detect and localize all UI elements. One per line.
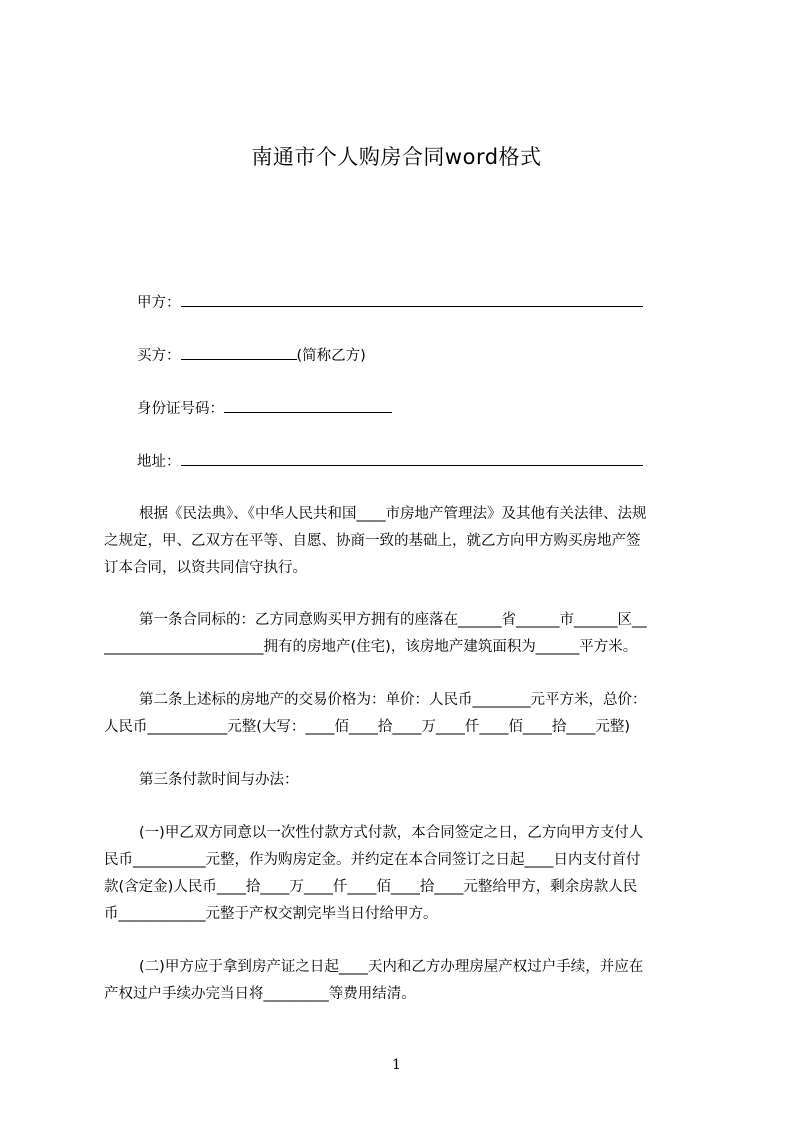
party-a-label: 甲方：: [137, 295, 181, 311]
buyer-field: [137, 345, 366, 367]
party-a-field: [137, 292, 643, 314]
article-1-paragraph: [104, 607, 704, 661]
document-title: 南通市个人购房合同word格式: [251, 145, 542, 169]
article-1-line-2: ______________________拥有的房地产(住宅)，该房地产建筑面积为______平方米。: [104, 639, 638, 655]
buyer-label: 买方：: [137, 348, 181, 364]
article-3-item-1-line-2: 民币__________元整，作为购房定金。并约定在本合同签订之日起____日内支付首付: [104, 852, 641, 868]
page-number: 1: [392, 1057, 401, 1073]
buyer-blank: [181, 345, 297, 360]
article-3-item-1-line-1: (一)甲乙双方同意以一次性付款方式付款，本合同签定之日，乙方向甲方支付人: [139, 825, 644, 841]
preamble-paragraph: [104, 501, 704, 582]
id-number-field: [137, 398, 392, 420]
address-blank: [181, 451, 643, 466]
preamble-line-1: 根据《民法典》、《中华人民共和国____市房地产管理法》及其他有关法律、法规: [139, 506, 647, 522]
article-3-item-2-line-1: (二)甲方应于拿到房产证之日起____天内和乙方办理房屋产权过户手续，并应在: [139, 959, 644, 975]
id-number-label: 身份证号码：: [137, 401, 224, 417]
preamble-line-2: 之规定，甲、乙双方在平等、自愿、协商一致的基础上，就乙方向甲方购买房地产签: [104, 533, 641, 549]
address-field: [137, 451, 643, 473]
buyer-suffix: (简称乙方): [296, 348, 366, 364]
article-3-item-2-line-2: 产权过户手续办完当日将_________等费用结清。: [104, 986, 416, 1002]
article-3-heading-text: 第三条付款时间与办法：: [139, 772, 299, 788]
article-1-line-1: 第一条合同标的：乙方同意购买甲方拥有的座落在______省______市______区__: [139, 612, 647, 628]
id-number-blank: [224, 398, 392, 413]
preamble-line-3: 订本合同，以资共同信守执行。: [104, 560, 307, 576]
article-2-line-1: 第二条上述标的房地产的交易价格为：单价：人民币________元平方米，总价：: [139, 692, 647, 708]
article-3-item-1: [104, 820, 704, 928]
article-3-item-2: [104, 954, 704, 1008]
article-2-paragraph: [104, 687, 704, 741]
party-a-blank: [181, 292, 643, 307]
article-3-heading: [104, 767, 704, 794]
article-2-line-2: 人民币___________元整(大写：____佰____拾____万____仟____佰____拾____元整): [104, 719, 631, 735]
article-3-item-1-line-4: 币____________元整于产权交割完毕当日付给甲方。: [104, 906, 438, 922]
address-label: 地址：: [137, 454, 181, 470]
article-3-item-1-line-3: 款(含定金)人民币____拾____万____仟____佰____拾____元整给甲方，剩余房款人民: [104, 879, 638, 895]
